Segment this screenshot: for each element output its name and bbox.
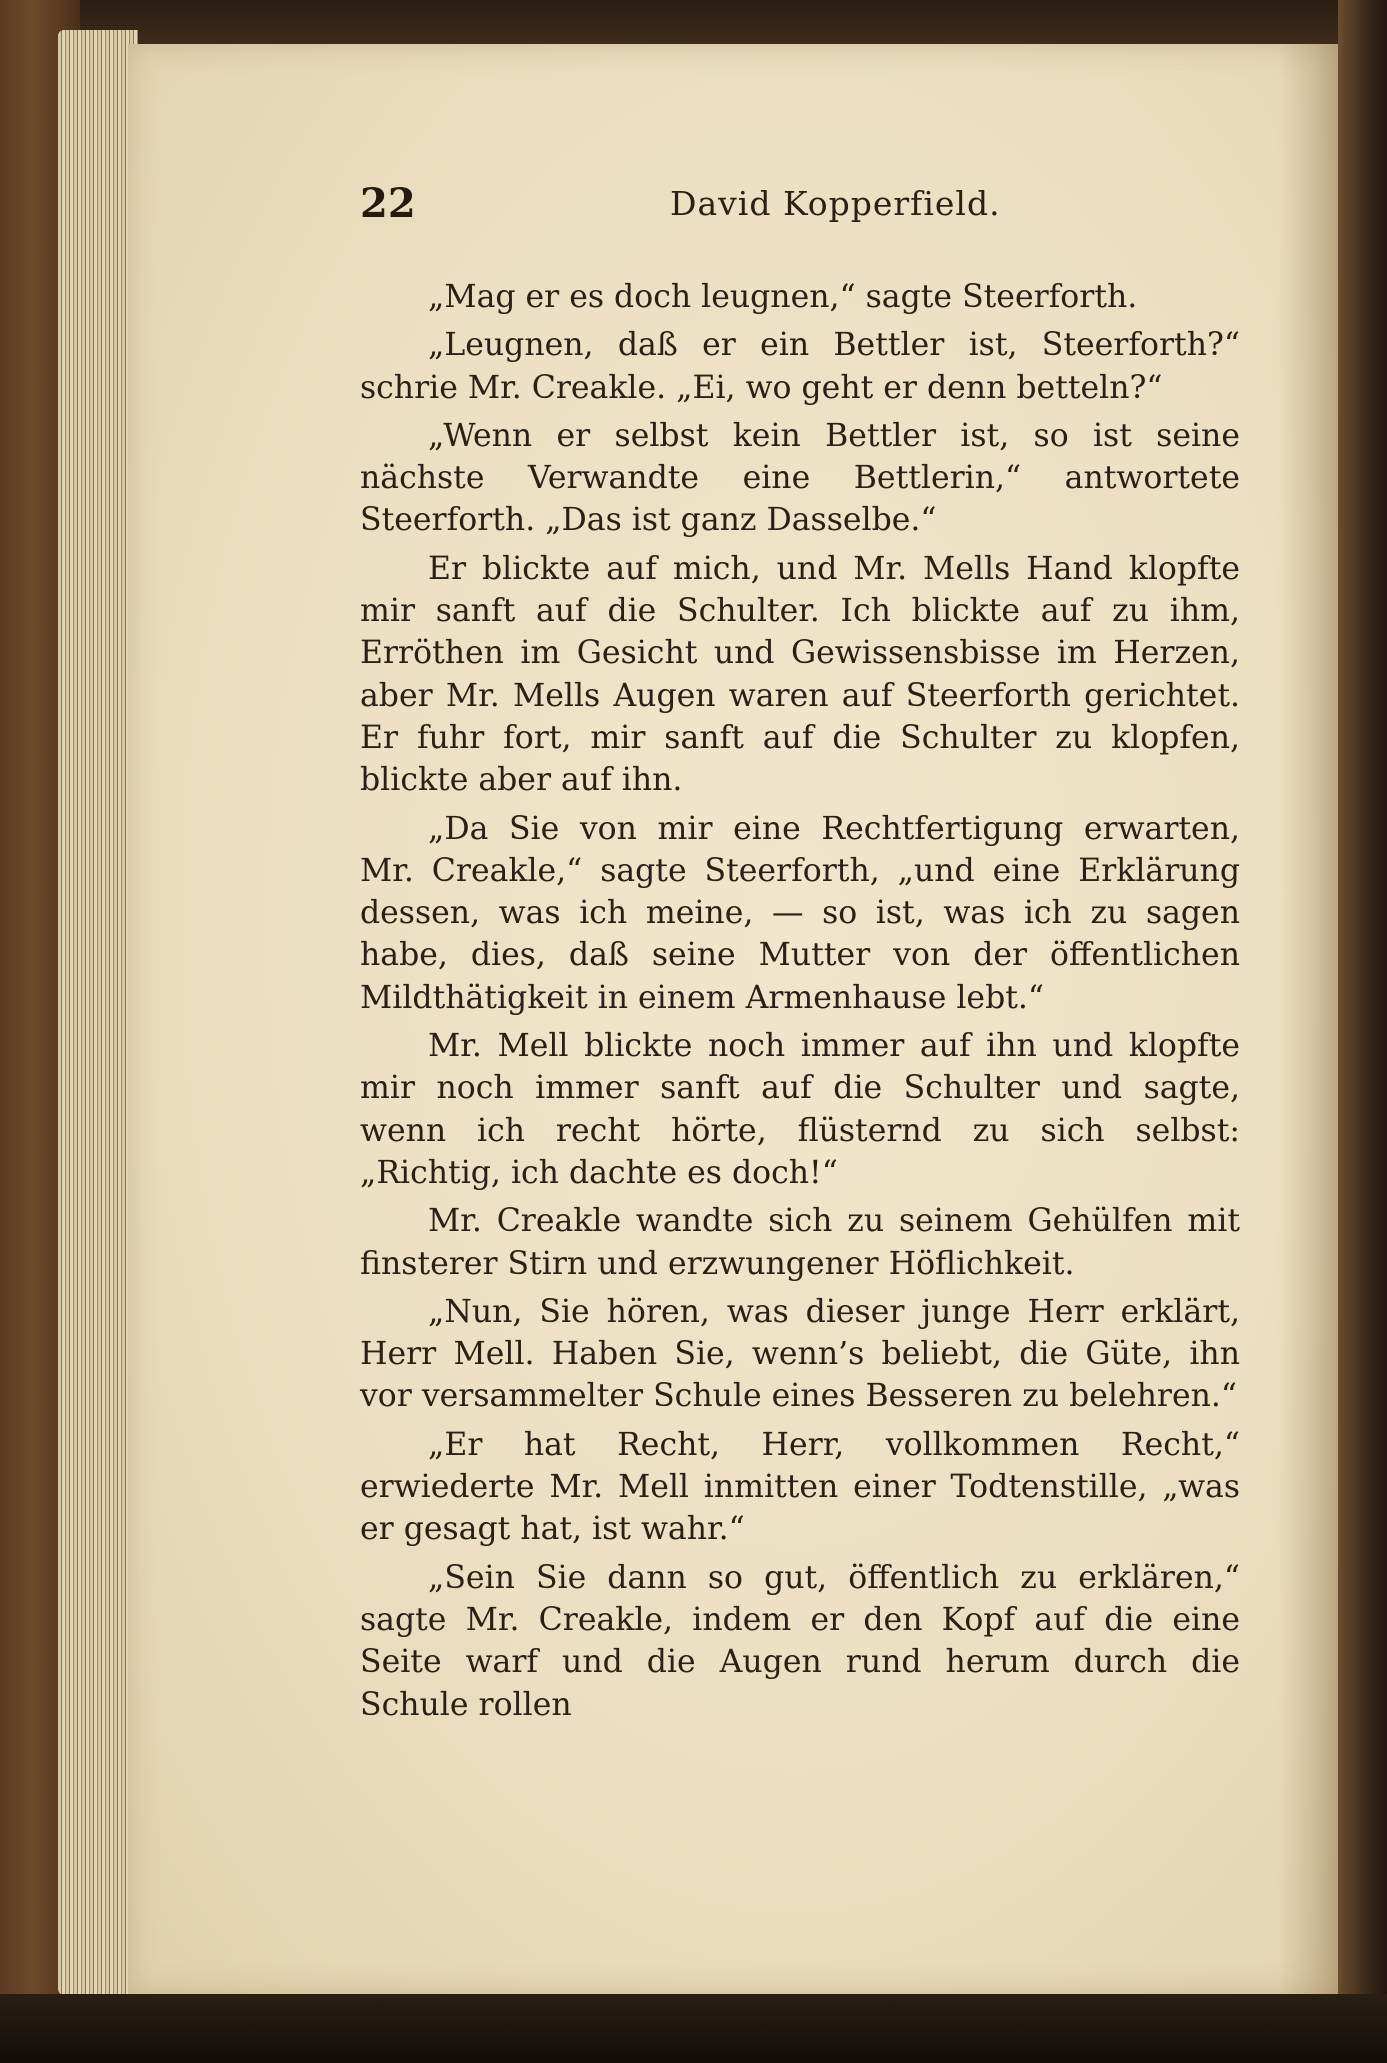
paragraph: „Leugnen, daß er ein Bettler ist, Steerforth?“ schrie Mr. Creakle. „Ei, wo geht er denn betteln?“ [360, 327, 1240, 406]
paragraph: „Mag er es doch leugnen,“ sagte Steerforth. [428, 279, 1138, 315]
paragraph: „Er hat Recht, Herr, vollkommen Recht,“ erwiederte Mr. Mell inmitten einer Todtenstille, „was er gesagt hat, ist wahr.“ [360, 1426, 1240, 1548]
paragraph: Mr. Mell blickte noch immer auf ihn und klopfte mir noch immer sanft auf die Schulter und sagte, wenn ich recht hörte, flüsternd zu sich selbst: „Richtig, ich dachte es doch!“ [360, 1028, 1240, 1191]
scan-background-bottom [0, 1994, 1387, 2063]
page-number: 22 [360, 180, 416, 227]
running-title: David Kopperfield. [670, 184, 1001, 223]
paragraph: „Wenn er selbst kein Bettler ist, so ist seine nächste Verwandte eine Bettlerin,“ antwortete Steerforth. „Das ist ganz Dasselbe.“ [360, 417, 1240, 539]
page-header [360, 180, 1240, 240]
body-text [360, 276, 1240, 1732]
paragraph: Er blickte auf mich, und Mr. Mells Hand klopfte mir sanft auf die Schulter. Ich blickte auf zu ihm, Erröthen im Gesicht und Gewissensbisse im Herzen, aber Mr. Mells Augen waren auf Steerforth gerichtet. Er fuhr fort, mir sanft auf die Schulter zu klopfen, blickte aber auf ihn. [360, 550, 1240, 799]
page-gutter [1278, 44, 1338, 1994]
scan-background-top [0, 0, 1387, 44]
paragraph: Mr. Creakle wandte sich zu seinem Gehülfen mit finsterer Stirn und erzwungener Höflichkeit. [360, 1203, 1240, 1282]
paragraph: „Nun, Sie hören, was dieser junge Herr erklärt, Herr Mell. Haben Sie, wenn’s beliebt, die Güte, ihn vor versammelter Schule eines Besseren zu belehren.“ [360, 1293, 1240, 1415]
paragraph: „Sein Sie dann so gut, öffentlich zu erklären,“ sagte Mr. Creakle, indem er den Kopf auf die eine Seite warf und die Augen rund herum durch die Schule rollen [360, 1559, 1240, 1723]
binding-strip [1338, 0, 1387, 2063]
page-edges [58, 30, 138, 1995]
paragraph: „Da Sie von mir eine Rechtfertigung erwarten, Mr. Creakle,“ sagte Steerforth, „und eine Erklärung dessen, was ich meine, — so ist, was ich zu sagen habe, dies, daß seine Mutter von der öffentlichen Mildthätigkeit in einem Armenhause lebt.“ [360, 810, 1240, 1016]
